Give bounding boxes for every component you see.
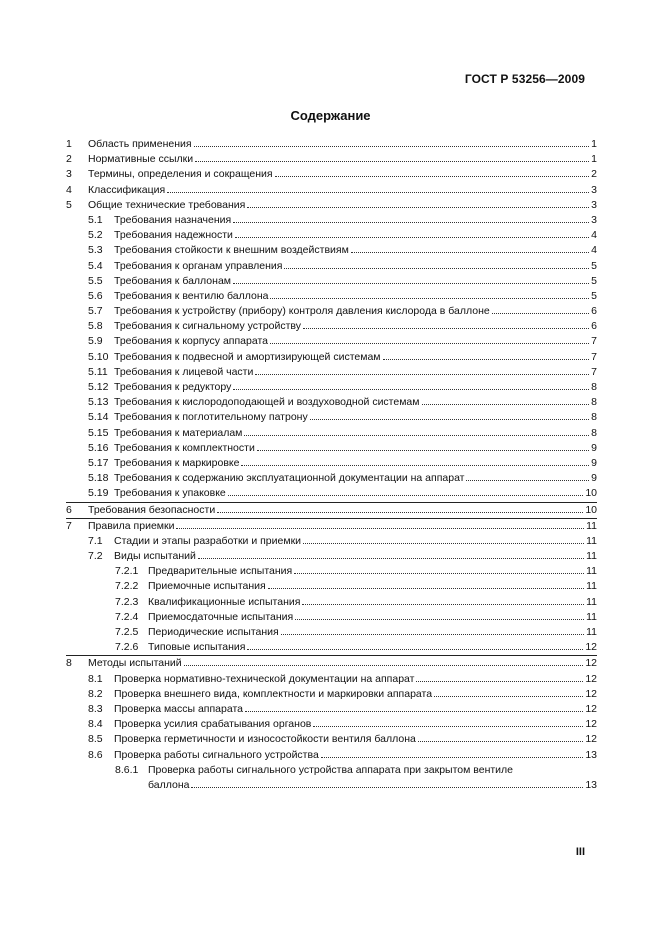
toc-entry-title: Приемосдаточные испытания (148, 610, 294, 623)
toc-entry-number: 5.12 (88, 381, 109, 393)
toc-entry-title: Требования к корпусу аппарата (114, 335, 268, 348)
toc-entry-number: 5.17 (88, 456, 109, 469)
toc-entry-title: Требования к редуктору (114, 381, 232, 393)
toc-entry-number: 8.3 (88, 702, 103, 715)
toc-entry-label (88, 152, 597, 167)
toc-entry-page: 3 (591, 183, 597, 196)
toc-entry-number: 5.10 (88, 350, 109, 363)
toc-entry-page: 9 (591, 456, 597, 469)
toc-entry[interactable] (66, 502, 597, 518)
dot-leader (235, 236, 589, 238)
toc-entry-label (148, 564, 597, 579)
table-of-contents (66, 137, 597, 793)
toc-entry-number: 7.2.3 (115, 595, 139, 608)
toc-entry-label (114, 717, 597, 732)
toc-entry-label (114, 748, 597, 763)
toc-entry-page: 11 (586, 595, 597, 608)
toc-entry-label (114, 732, 597, 747)
toc-entry-label (148, 610, 597, 625)
toc-entry-label (148, 763, 597, 793)
toc-entry-page: 10 (585, 487, 597, 500)
toc-entry-number: 8.1 (88, 672, 103, 685)
toc-entry[interactable] (66, 672, 597, 687)
toc-entry-label (88, 656, 597, 671)
dot-leader (310, 418, 589, 420)
toc-entry-page: 1 (591, 138, 597, 150)
dot-leader (247, 206, 589, 208)
toc-entry-title: Проверка нормативно-технической документации на аппарат (114, 672, 415, 685)
toc-entry-label (88, 167, 597, 182)
toc-entry-label (114, 702, 597, 717)
toc-entry-page: 1 (591, 153, 597, 166)
toc-entry-title: Требования к лицевой части (114, 365, 254, 378)
toc-entry-page: 5 (591, 259, 597, 272)
toc-entry-page: 7 (591, 335, 597, 348)
toc-entry-label (148, 625, 597, 640)
toc-entry-page: 11 (586, 534, 597, 547)
toc-entry[interactable] (66, 213, 597, 228)
toc-entry-label (114, 672, 597, 687)
toc-entry-title: Проверка внешнего вида, комплектности и маркировки аппарата (114, 687, 433, 700)
toc-entry-page: 8 (591, 426, 597, 439)
toc-entry-number: 5.4 (88, 259, 103, 272)
toc-entry[interactable] (66, 702, 597, 717)
toc-entry-number: 5.15 (88, 426, 109, 439)
toc-entry[interactable] (66, 426, 597, 441)
toc-entry[interactable] (66, 579, 597, 594)
dot-leader (268, 587, 584, 589)
toc-entry-page: 5 (591, 289, 597, 302)
toc-entry-number: 7.2.1 (115, 565, 139, 578)
toc-entry[interactable] (66, 152, 597, 167)
toc-entry-title: Требования к упаковке (114, 487, 226, 500)
toc-entry-number: 5.3 (88, 244, 103, 257)
toc-entry-label (114, 243, 597, 258)
toc-entry-number: 5.19 (88, 487, 109, 500)
toc-entry-label (148, 640, 597, 655)
dot-leader (191, 786, 583, 788)
toc-entry-label (88, 519, 597, 534)
toc-entry-label (114, 289, 597, 304)
toc-entry[interactable] (66, 228, 597, 243)
toc-entry-title: Требования к баллонам (114, 274, 231, 287)
toc-entry[interactable] (66, 471, 597, 486)
toc-entry-page: 12 (585, 718, 597, 731)
toc-entry-label (148, 595, 597, 610)
toc-entry-label (114, 380, 597, 395)
toc-entry[interactable] (66, 486, 597, 501)
toc-entry[interactable] (66, 198, 597, 213)
toc-entry[interactable] (66, 549, 597, 564)
toc-entry-number: 3 (66, 168, 72, 181)
toc-entry-number: 6 (66, 503, 72, 516)
dot-leader (351, 251, 589, 253)
toc-entry-number: 7.1 (88, 534, 103, 547)
toc-entry-label (114, 259, 597, 274)
toc-entry-title: Классификация (88, 183, 166, 196)
toc-entry-page: 13 (585, 748, 597, 761)
toc-entry-label (114, 228, 597, 243)
toc-entry-title: Проверка герметичности и износостойкости вентиля баллона (114, 733, 416, 746)
dot-leader (184, 664, 584, 666)
toc-entry-title: Предварительные испытания (148, 565, 293, 578)
toc-entry-title: Требования назначения (114, 213, 232, 226)
toc-entry-number: 5.16 (88, 441, 109, 454)
toc-entry-number: 5.8 (88, 320, 103, 333)
dot-leader (270, 297, 589, 299)
toc-entry-title: Стадии и этапы разработки и приемки (114, 534, 302, 547)
toc-entry-number: 5.13 (88, 396, 109, 409)
toc-entry[interactable] (66, 380, 597, 395)
dot-leader (167, 191, 589, 193)
toc-entry-title: Нормативные ссылки (88, 153, 194, 166)
toc-entry[interactable] (66, 763, 597, 793)
dot-leader (257, 449, 589, 451)
toc-entry-page: 4 (591, 244, 597, 257)
toc-entry-number: 5.14 (88, 411, 109, 424)
toc-entry-page: 13 (585, 778, 597, 791)
toc-entry-number: 5 (66, 198, 72, 211)
dot-leader (176, 527, 584, 529)
dot-leader (195, 160, 589, 162)
dot-leader (275, 175, 590, 177)
dot-leader (255, 373, 589, 375)
dot-leader (241, 464, 589, 466)
toc-entry-page: 4 (591, 229, 597, 242)
toc-entry[interactable] (66, 687, 597, 702)
toc-entry[interactable] (66, 304, 597, 319)
toc-entry-number: 8.6.1 (115, 763, 139, 776)
toc-entry[interactable] (66, 717, 597, 732)
toc-entry-label (114, 534, 597, 549)
toc-entry-title: Проверка массы аппарата (114, 702, 243, 715)
toc-entry-title: Требования надежности (114, 229, 233, 242)
dot-leader (434, 695, 583, 697)
page-title: Содержание (290, 108, 371, 123)
toc-entry-title: Требования к вентилю баллона (114, 289, 269, 302)
toc-entry[interactable] (66, 274, 597, 289)
dot-leader (416, 680, 583, 682)
toc-entry-page: 12 (585, 657, 597, 670)
toc-entry-page: 2 (591, 168, 597, 181)
toc-entry-number: 7.2.5 (115, 626, 139, 638)
toc-entry-title: Требования безопасности (88, 503, 216, 516)
toc-entry-label (114, 441, 597, 456)
toc-entry-page: 9 (591, 441, 597, 454)
toc-entry-label (114, 395, 597, 410)
toc-entry[interactable] (66, 640, 597, 655)
toc-entry-number: 7.2.2 (115, 580, 139, 593)
dot-leader (295, 618, 584, 620)
toc-entry-label (88, 183, 597, 198)
toc-entry[interactable] (66, 534, 597, 549)
toc-entry[interactable] (66, 183, 597, 198)
toc-entry-number: 7.2.6 (115, 641, 139, 654)
toc-entry-page: 12 (585, 733, 597, 746)
toc-entry-label (114, 549, 597, 564)
page-number: III (575, 846, 585, 858)
toc-entry-label (114, 456, 597, 471)
toc-entry-title: Требования к органам управления (114, 259, 283, 272)
toc-entry-title: Методы испытаний (88, 657, 182, 670)
toc-entry[interactable] (66, 350, 597, 365)
dot-leader (281, 633, 584, 635)
toc-entry-number: 8.4 (88, 718, 103, 731)
toc-entry-page: 11 (586, 626, 597, 638)
dot-leader (247, 648, 583, 650)
toc-entry-page: 7 (591, 350, 597, 363)
toc-entry-title: Требования к поглотительному патрону (114, 411, 308, 424)
dot-leader (302, 603, 584, 605)
toc-entry[interactable] (66, 334, 597, 349)
dot-leader (270, 342, 589, 344)
toc-entry-page: 8 (591, 381, 597, 393)
toc-entry-label (114, 213, 597, 228)
toc-entry-title: Требования к материалам (114, 426, 243, 439)
toc-entry-title: Периодические испытания (148, 626, 279, 638)
toc-entry[interactable] (66, 732, 597, 747)
dot-leader (217, 511, 583, 513)
toc-entry-label (114, 334, 597, 349)
document-header: ГОСТ Р 53256—2009 (464, 72, 585, 86)
dot-leader (418, 740, 583, 742)
toc-entry-page: 11 (586, 519, 597, 532)
toc-entry[interactable] (66, 625, 597, 640)
toc-entry-label (114, 365, 597, 380)
toc-entry-number: 7.2 (88, 550, 103, 563)
toc-entry[interactable] (66, 259, 597, 274)
toc-entry-title: Требования к комплектности (114, 441, 255, 454)
toc-entry-label (114, 350, 597, 365)
toc-entry[interactable] (66, 610, 597, 625)
toc-entry[interactable] (66, 655, 597, 671)
toc-entry-number: 5.5 (88, 274, 103, 287)
dot-leader (303, 327, 589, 329)
toc-entry-title: Проверка работы сигнального устройства аппарата при закрытом вентиле (148, 763, 514, 776)
dot-leader (233, 388, 589, 390)
toc-entry-label (114, 274, 597, 289)
toc-entry-number: 5.2 (88, 229, 103, 242)
toc-entry-title: Требования к маркировке (114, 456, 240, 469)
toc-entry-label (114, 410, 597, 425)
toc-entry[interactable] (66, 395, 597, 410)
toc-entry-label (114, 486, 597, 501)
dot-leader (466, 479, 589, 481)
toc-entry[interactable] (66, 456, 597, 471)
dot-leader (422, 403, 590, 405)
toc-entry-label (114, 304, 597, 319)
toc-entry-number: 8.2 (88, 687, 103, 700)
toc-entry-title: Область применения (88, 138, 192, 150)
toc-entry-page: 6 (591, 320, 597, 333)
dot-leader (194, 145, 590, 147)
toc-entry-title-continued: баллона (148, 778, 190, 791)
toc-entry[interactable] (66, 748, 597, 763)
dot-leader (228, 494, 584, 496)
toc-entry[interactable] (66, 319, 597, 334)
toc-entry-page: 3 (591, 198, 597, 211)
toc-entry-number: 2 (66, 153, 72, 166)
toc-entry-title: Требования к кислородоподающей и воздуховодной системам (114, 396, 420, 409)
toc-entry-number: 5.18 (88, 472, 109, 485)
toc-entry-title: Правила приемки (88, 519, 175, 532)
dot-leader (303, 542, 584, 544)
toc-entry-page: 12 (585, 672, 597, 685)
toc-entry-title: Термины, определения и сокращения (88, 168, 273, 181)
toc-entry[interactable] (66, 564, 597, 579)
toc-entry-number: 8.6 (88, 748, 103, 761)
toc-entry-page: 7 (591, 365, 597, 378)
toc-entry-page: 10 (585, 503, 597, 516)
toc-entry-number: 5.6 (88, 289, 103, 302)
toc-entry-title: Проверка усилия срабатывания органов (114, 718, 312, 731)
toc-entry-label (114, 471, 597, 486)
toc-entry-page: 8 (591, 411, 597, 424)
toc-entry-title: Проверка работы сигнального устройства (114, 748, 319, 761)
toc-entry-page: 11 (586, 580, 597, 593)
toc-entry-page: 3 (591, 213, 597, 226)
toc-entry-label (114, 687, 597, 702)
toc-entry-page: 12 (585, 687, 597, 700)
toc-entry-title: Требования к подвесной и амортизирующей системам (114, 350, 381, 363)
toc-entry-title: Типовые испытания (148, 641, 246, 654)
toc-entry-label (88, 137, 597, 152)
toc-entry-page: 8 (591, 396, 597, 409)
toc-entry-title: Требования к содержанию эксплуатационной документации на аппарат (114, 472, 465, 485)
toc-entry[interactable] (66, 137, 597, 152)
toc-entry-title: Требования к сигнальному устройству (114, 320, 302, 333)
dot-leader (284, 267, 589, 269)
toc-entry-number: 5.9 (88, 335, 103, 348)
dot-leader (321, 756, 584, 758)
toc-entry-number: 7.2.4 (115, 610, 139, 623)
toc-entry[interactable] (66, 410, 597, 425)
dot-leader (198, 557, 584, 559)
toc-entry[interactable] (66, 243, 597, 258)
dot-leader (492, 312, 589, 314)
toc-entry-number: 5.7 (88, 305, 103, 318)
toc-entry[interactable] (66, 365, 597, 380)
dot-leader (244, 434, 589, 436)
toc-entry[interactable] (66, 518, 597, 534)
toc-entry-page: 6 (591, 305, 597, 318)
toc-entry-page: 12 (585, 702, 597, 715)
toc-entry-label (88, 198, 597, 213)
toc-entry[interactable] (66, 441, 597, 456)
toc-entry-label (88, 503, 597, 518)
toc-entry[interactable] (66, 289, 597, 304)
toc-entry-page: 11 (586, 550, 597, 563)
toc-entry-page: 11 (586, 565, 597, 578)
toc-entry-title: Виды испытаний (114, 550, 196, 563)
toc-entry-number: 4 (66, 183, 72, 196)
toc-entry-title: Общие технические требования (88, 198, 246, 211)
toc-entry-number: 8.5 (88, 733, 103, 746)
toc-entry-page: 5 (591, 274, 597, 287)
toc-entry-label (114, 426, 597, 441)
toc-entry-label (148, 579, 597, 594)
dot-leader (233, 221, 589, 223)
toc-entry-number: 5.11 (88, 365, 108, 378)
toc-entry-title: Требования стойкости к внешним воздействиям (114, 244, 349, 257)
toc-entry-page: 11 (586, 610, 597, 623)
toc-entry-number: 8 (66, 657, 72, 670)
toc-entry-number: 7 (66, 519, 72, 532)
toc-entry-page: 12 (585, 641, 597, 654)
dot-leader (294, 572, 584, 574)
toc-entry-page: 9 (591, 472, 597, 485)
toc-entry[interactable] (66, 595, 597, 610)
toc-entry-number: 1 (66, 138, 72, 150)
toc-entry-label (114, 319, 597, 334)
toc-entry-title: Приемочные испытания (148, 580, 266, 593)
toc-entry-title: Требования к устройству (прибору) контроля давления кислорода в баллоне (114, 305, 490, 318)
toc-entry[interactable] (66, 167, 597, 182)
dot-leader (233, 282, 589, 284)
dot-leader (383, 358, 590, 360)
toc-entry-title: Квалификационные испытания (148, 595, 301, 608)
dot-leader (245, 710, 583, 712)
dot-leader (313, 725, 583, 727)
toc-entry-number: 5.1 (88, 213, 103, 226)
